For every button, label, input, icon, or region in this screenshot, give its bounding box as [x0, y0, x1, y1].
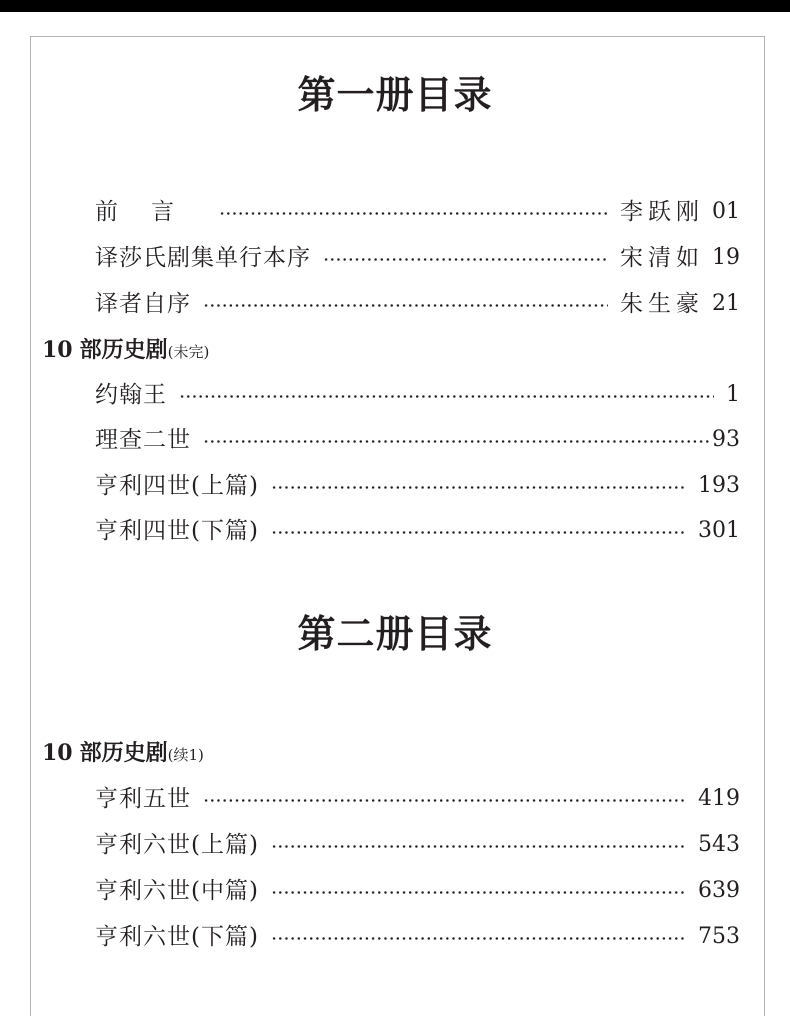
toc-entry[interactable]: [95, 921, 740, 953]
dot-leader: [179, 395, 714, 398]
entry-author: 朱生豪: [620, 291, 704, 317]
entry-page: 753: [698, 924, 740, 949]
entry-author: 李跃刚: [620, 199, 704, 225]
entry-title: 译者自序: [95, 291, 191, 317]
section-note: (未完): [167, 343, 210, 361]
entry-title: 亨利六世(上篇): [95, 832, 259, 858]
entry-title: 前言: [95, 199, 207, 225]
entry-title: 约翰王: [95, 382, 167, 408]
entry-page: 419: [698, 786, 740, 811]
dot-leader: [203, 799, 686, 802]
toc-entry[interactable]: [95, 515, 740, 547]
entry-page: 1: [726, 382, 740, 407]
toc-entry[interactable]: [95, 875, 740, 907]
dot-leader: [271, 486, 686, 489]
entry-page: 93: [712, 427, 740, 452]
volume2-title: 第二册目录: [297, 611, 493, 656]
entry-title: 亨利六世(下篇): [95, 924, 259, 950]
dot-leader: [271, 531, 686, 534]
top-border-bar: [0, 0, 790, 12]
entry-page: 301: [698, 518, 740, 543]
dot-leader: [271, 891, 686, 894]
toc-entry[interactable]: [95, 470, 740, 502]
entry-page: 19: [712, 245, 740, 270]
entry-page: 193: [698, 473, 740, 498]
dot-leader: [271, 937, 686, 940]
toc-entry-preface[interactable]: [95, 196, 740, 228]
entry-title: 亨利五世: [95, 786, 191, 812]
dot-leader: [203, 440, 710, 443]
entry-title: 译莎氏剧集单行本序: [95, 245, 311, 271]
toc-entry[interactable]: [95, 783, 740, 815]
toc-entry[interactable]: [95, 424, 740, 456]
toc-entry-collection-preface[interactable]: [95, 242, 740, 274]
entry-title: 亨利四世(下篇): [95, 518, 259, 544]
entry-page: 543: [698, 832, 740, 857]
section-name: 部历史剧: [79, 337, 168, 363]
entry-author: 宋清如: [620, 245, 704, 271]
section-number: 10: [42, 740, 73, 766]
section-name: 部历史剧: [79, 740, 168, 766]
entry-page: 639: [698, 878, 740, 903]
toc-entry[interactable]: [95, 829, 740, 861]
entry-title: 亨利四世(上篇): [95, 473, 259, 499]
toc-entry-translator-preface[interactable]: [95, 288, 740, 320]
volume1-title: 第一册目录: [297, 72, 493, 117]
entry-title: 亨利六世(中篇): [95, 878, 259, 904]
section-heading: [42, 335, 209, 367]
dot-leader: [203, 304, 608, 307]
entry-page: 01: [712, 199, 740, 224]
dot-leader: [219, 212, 608, 215]
toc-entry[interactable]: [95, 379, 740, 411]
section-heading: [42, 738, 204, 770]
entry-title: 理查二世: [95, 427, 191, 453]
section-number: 10: [42, 337, 73, 363]
entry-page: 21: [712, 291, 740, 316]
section-note: (续1): [167, 746, 204, 764]
dot-leader: [323, 258, 608, 261]
dot-leader: [271, 845, 686, 848]
